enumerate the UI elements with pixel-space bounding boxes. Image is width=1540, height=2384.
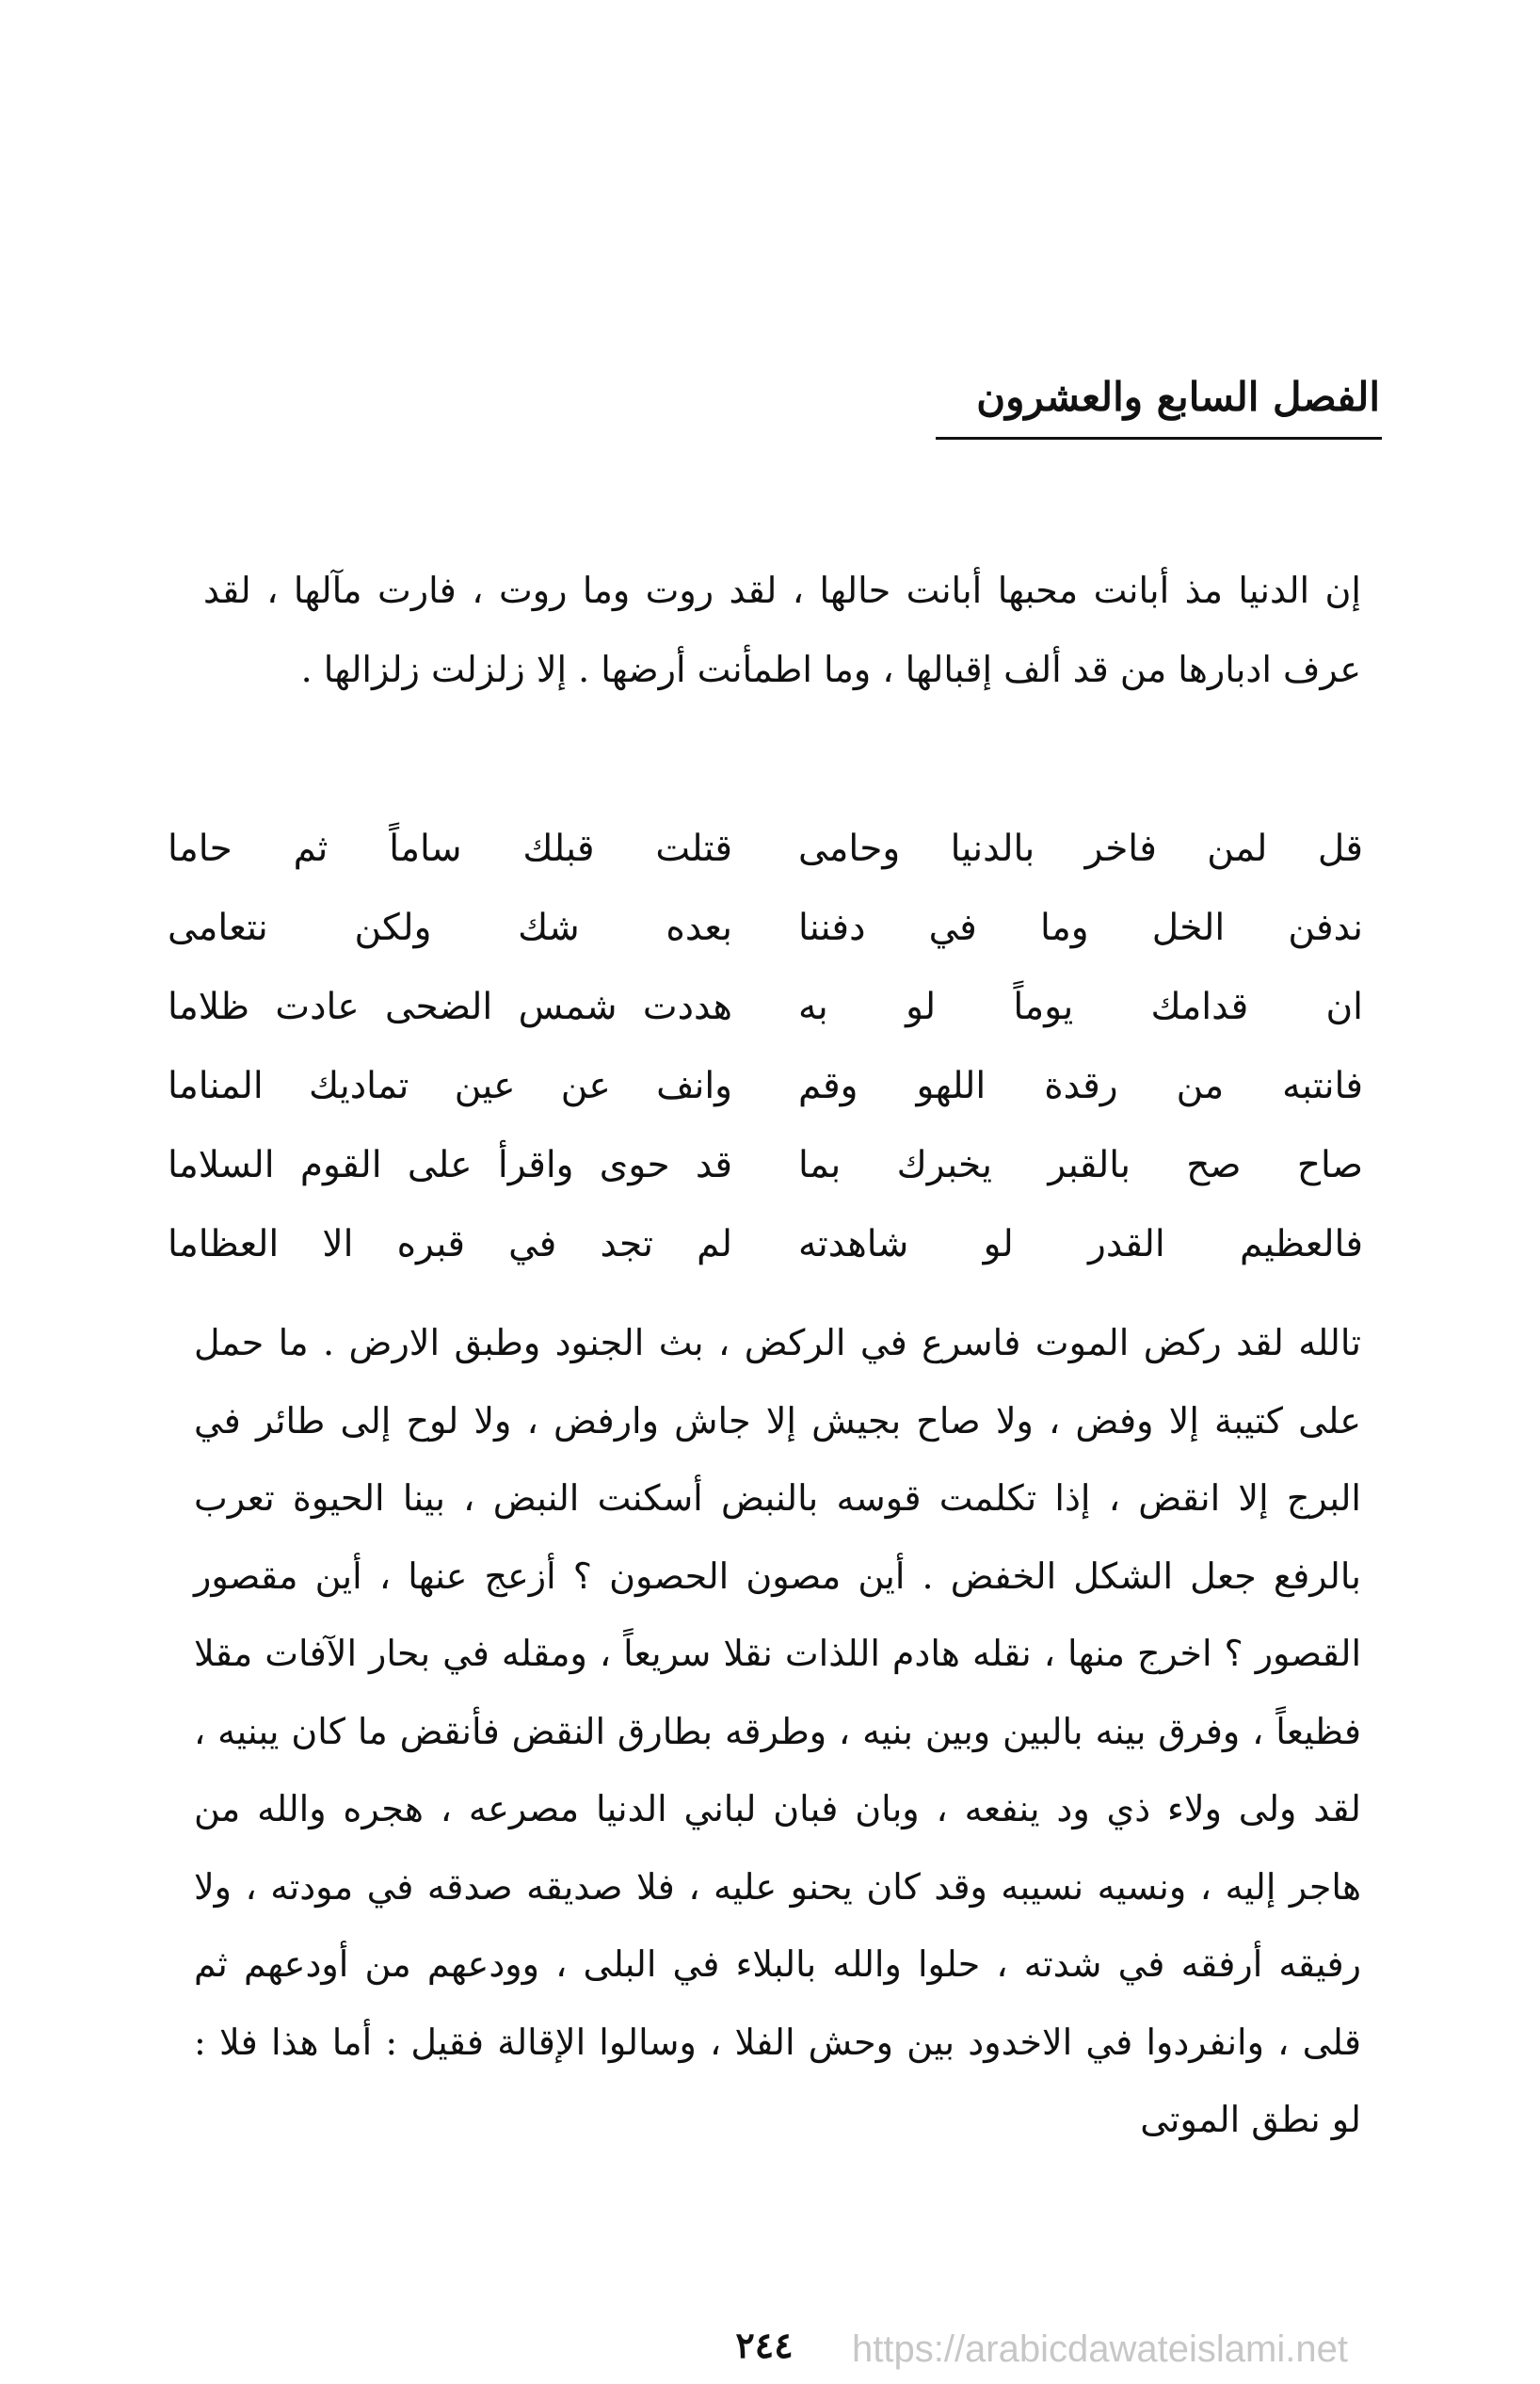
verse-first-hemistich: صاح صح بالقبر يخبرك بما	[798, 1144, 1363, 1186]
poem-verse	[168, 1126, 1363, 1205]
page-number: ٢٤٤	[735, 2324, 794, 2366]
verse-first-hemistich: قل لمن فاخر بالدنيا وحامى	[798, 828, 1363, 870]
intro-paragraph: إن الدنيا مذ أبانت محبها أبانت حالها ، لقد روت وما روت ، فارت مآلها ، لقد عرف ادبارها من قد ألف إقبالها ، وما اطمأنت أرضها . إلا زلزلت زلزالها .	[203, 570, 1361, 690]
verse-second-hemistich: قتلت قبلك ساماً ثم حاما	[168, 828, 732, 870]
verse-second-hemistich: وانف عن عين تماديك المناما	[168, 1065, 732, 1107]
verse-first-hemistich: فانتبه من رقدة اللهو وقم	[798, 1065, 1363, 1107]
poem-verse	[168, 810, 1363, 889]
verse-second-hemistich: قد حوى واقرأ على القوم السلاما	[168, 1144, 732, 1186]
poem-verse	[168, 968, 1363, 1047]
verse-first-hemistich: فالعظيم القدر لو شاهدته	[798, 1223, 1363, 1265]
poem-verse	[168, 889, 1363, 968]
watermark-url: https://arabicdawateislami.net	[852, 2328, 1348, 2370]
poem-verse	[168, 1047, 1363, 1126]
verse-first-hemistich: ندفن الخل وما في دفننا	[798, 907, 1363, 949]
verse-second-hemistich: لم تجد في قبره الا العظاما	[168, 1223, 732, 1265]
title-underline	[936, 437, 1382, 440]
verse-second-hemistich: بعده شك ولكن نتعامى	[168, 907, 732, 949]
poem-verse	[168, 1205, 1363, 1284]
poem	[168, 810, 1363, 1284]
main-paragraph: تالله لقد ركض الموت فاسرع في الركض ، بث الجنود وطبق الارض . ما حمل على كتيبة إلا وفض ، ولا صاح بجيش إلا جاش وارفض ، ولا لوح إلى طائر في البرج إلا انقض ، إذا تكلمت قوسه بالنبض أسكنت النبض ، بينا الحيوة تعرب بالرفع جعل الشكل الخفض . أين مصون الحصون ؟ أزعج عنها ، أين مقصور القصور ؟ اخرج منها ، نقله هادم اللذات نقلا سريعاً ، ومقله في بحار الآفات مقلا فظيعاً ، وفرق بينه بالبين وبين بنيه ، وطرقه بطارق النقض فأنقض ما كان يبنيه ، لقد ولى ولاء ذي ود ينفعه ، وبان فبان لباني الدنيا مصرعه ، هجره والله من هاجر إليه ، ونسيه نسيبه وقد كان يحنو عليه ، فلا صديقه صدقه في مودته ، ولا رفيقه أرفقه في شدته ، حلوا والله بالبلاء في البلى ، وودعهم من أودعهم ثم قلى ، وانفردوا في الاخدود بين وحش الفلا ، وسالوا الإقالة فقيل : أما هذا فلا : لو نطق الموتى	[194, 1322, 1361, 2140]
chapter-title: الفصل السابع والعشرون	[976, 374, 1380, 420]
verse-first-hemistich: ان قدامك يوماً لو به	[798, 986, 1363, 1028]
verse-second-hemistich: هددت شمس الضحى عادت ظلاما	[168, 986, 732, 1028]
